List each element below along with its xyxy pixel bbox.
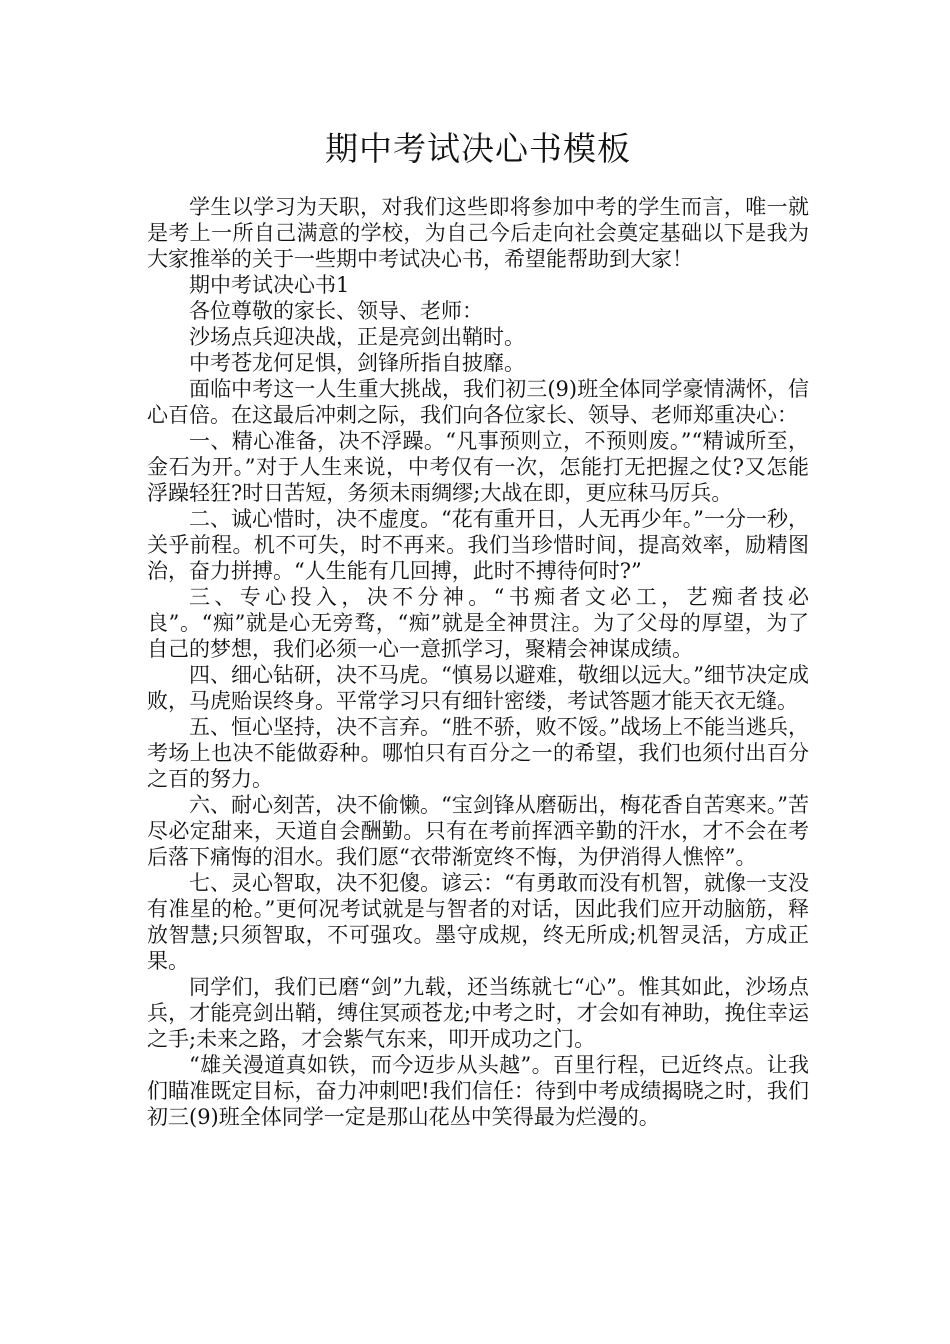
verse-line-2: 中考苍龙何足惧，剑锋所指自披靡。 <box>189 351 525 375</box>
pledge-5: 五、恒心坚持，决不言弃。“胜不骄，败不馁。”战场上不能当逃兵，考场上也决不能做孬种。哪怕只有百分之一的希望，我们也须付出百分之百的努力。 <box>147 715 809 791</box>
document-page <box>147 126 809 1130</box>
document-body <box>147 194 809 1130</box>
pledge-6: 六、耐心刻苦，决不偷懒。“宝剑锋从磨砺出，梅花香自苦寒来。”苦尽必定甜来，天道自会酬勤。只有在考前挥洒辛勤的汗水，才不会在考后落下痛悔的泪水。我们愿“衣带渐宽终不悔，为伊消得人憔悴”。 <box>147 793 809 869</box>
closing-paragraph: “雄关漫道真如铁，而今迈步从头越”。百里行程，已近终点。让我们瞄准既定目标，奋力冲刺吧!我们信任：待到中考成绩揭晓之时，我们初三(9)班全体同学一定是那山花丛中笑得最为烂漫的。 <box>147 1053 809 1129</box>
verse-line-1: 沙场点兵迎决战，正是亮剑出鞘时。 <box>189 325 525 349</box>
body-paragraph: 同学们，我们已磨“剑”九载，还当练就七“心”。惟其如此，沙场点兵，才能亮剑出鞘，缚住冥顽苍龙;中考之时，才会如有神助，挽住幸运之手;未来之路，才会紫气东来，叩开成功之门。 <box>147 975 809 1051</box>
section-heading: 期中考试决心书1 <box>189 273 350 297</box>
pledge-7: 七、灵心智取，决不犯傻。谚云：“有勇敢而没有机智，就像一支没有准星的枪。”更何况考试就是与智者的对话，因此我们应开动脑筋，释放智慧;只须智取，不可强攻。墨守成规，终无所成;机智灵活，方成正果。 <box>147 871 809 973</box>
intro-paragraph: 学生以学习为天职，对我们这些即将参加中考的学生而言，唯一就是考上一所自己满意的学校，为自己今后走向社会奠定基础以下是我为大家推举的关于一些期中考试决心书，希望能帮助到大家！ <box>147 195 809 271</box>
pledge-3: 三、专心投入，决不分神。“书痴者文必工，艺痴者技必良”。“痴”就是心无旁骛，“痴”就是全神贯注。为了父母的厚望，为了自己的梦想，我们必须一心一意抓学习，聚精会神谋成绩。 <box>147 585 809 661</box>
pledge-2: 二、诚心惜时，决不虚度。“花有重开日，人无再少年。”一分一秒，关乎前程。机不可失，时不再来。我们当珍惜时间，提高效率，励精图治，奋力拼搏。“人生能有几回搏，此时不搏待何时?” <box>147 507 809 583</box>
document-title: 期中考试决心书模板 <box>325 129 631 168</box>
body-paragraph: 面临中考这一人生重大挑战，我们初三(9)班全体同学豪情满怀，信心百倍。在这最后冲刺之际，我们向各位家长、领导、老师郑重决心： <box>147 377 809 427</box>
salutation: 各位尊敬的家长、领导、老师： <box>189 299 483 323</box>
pledge-1: 一、精心准备，决不浮躁。“凡事预则立，不预则废。”“精诚所至，金石为开。”对于人生来说，中考仅有一次，怎能打无把握之仗?又怎能浮躁轻狂?时日苦短，务须未雨绸缪;大战在即，更应秣马厉兵。 <box>147 429 809 505</box>
pledge-4: 四、细心钻研，决不马虎。“慎易以避难，敬细以远大。”细节决定成败，马虎贻误终身。平常学习只有细针密缕，考试答题才能天衣无缝。 <box>147 663 809 713</box>
